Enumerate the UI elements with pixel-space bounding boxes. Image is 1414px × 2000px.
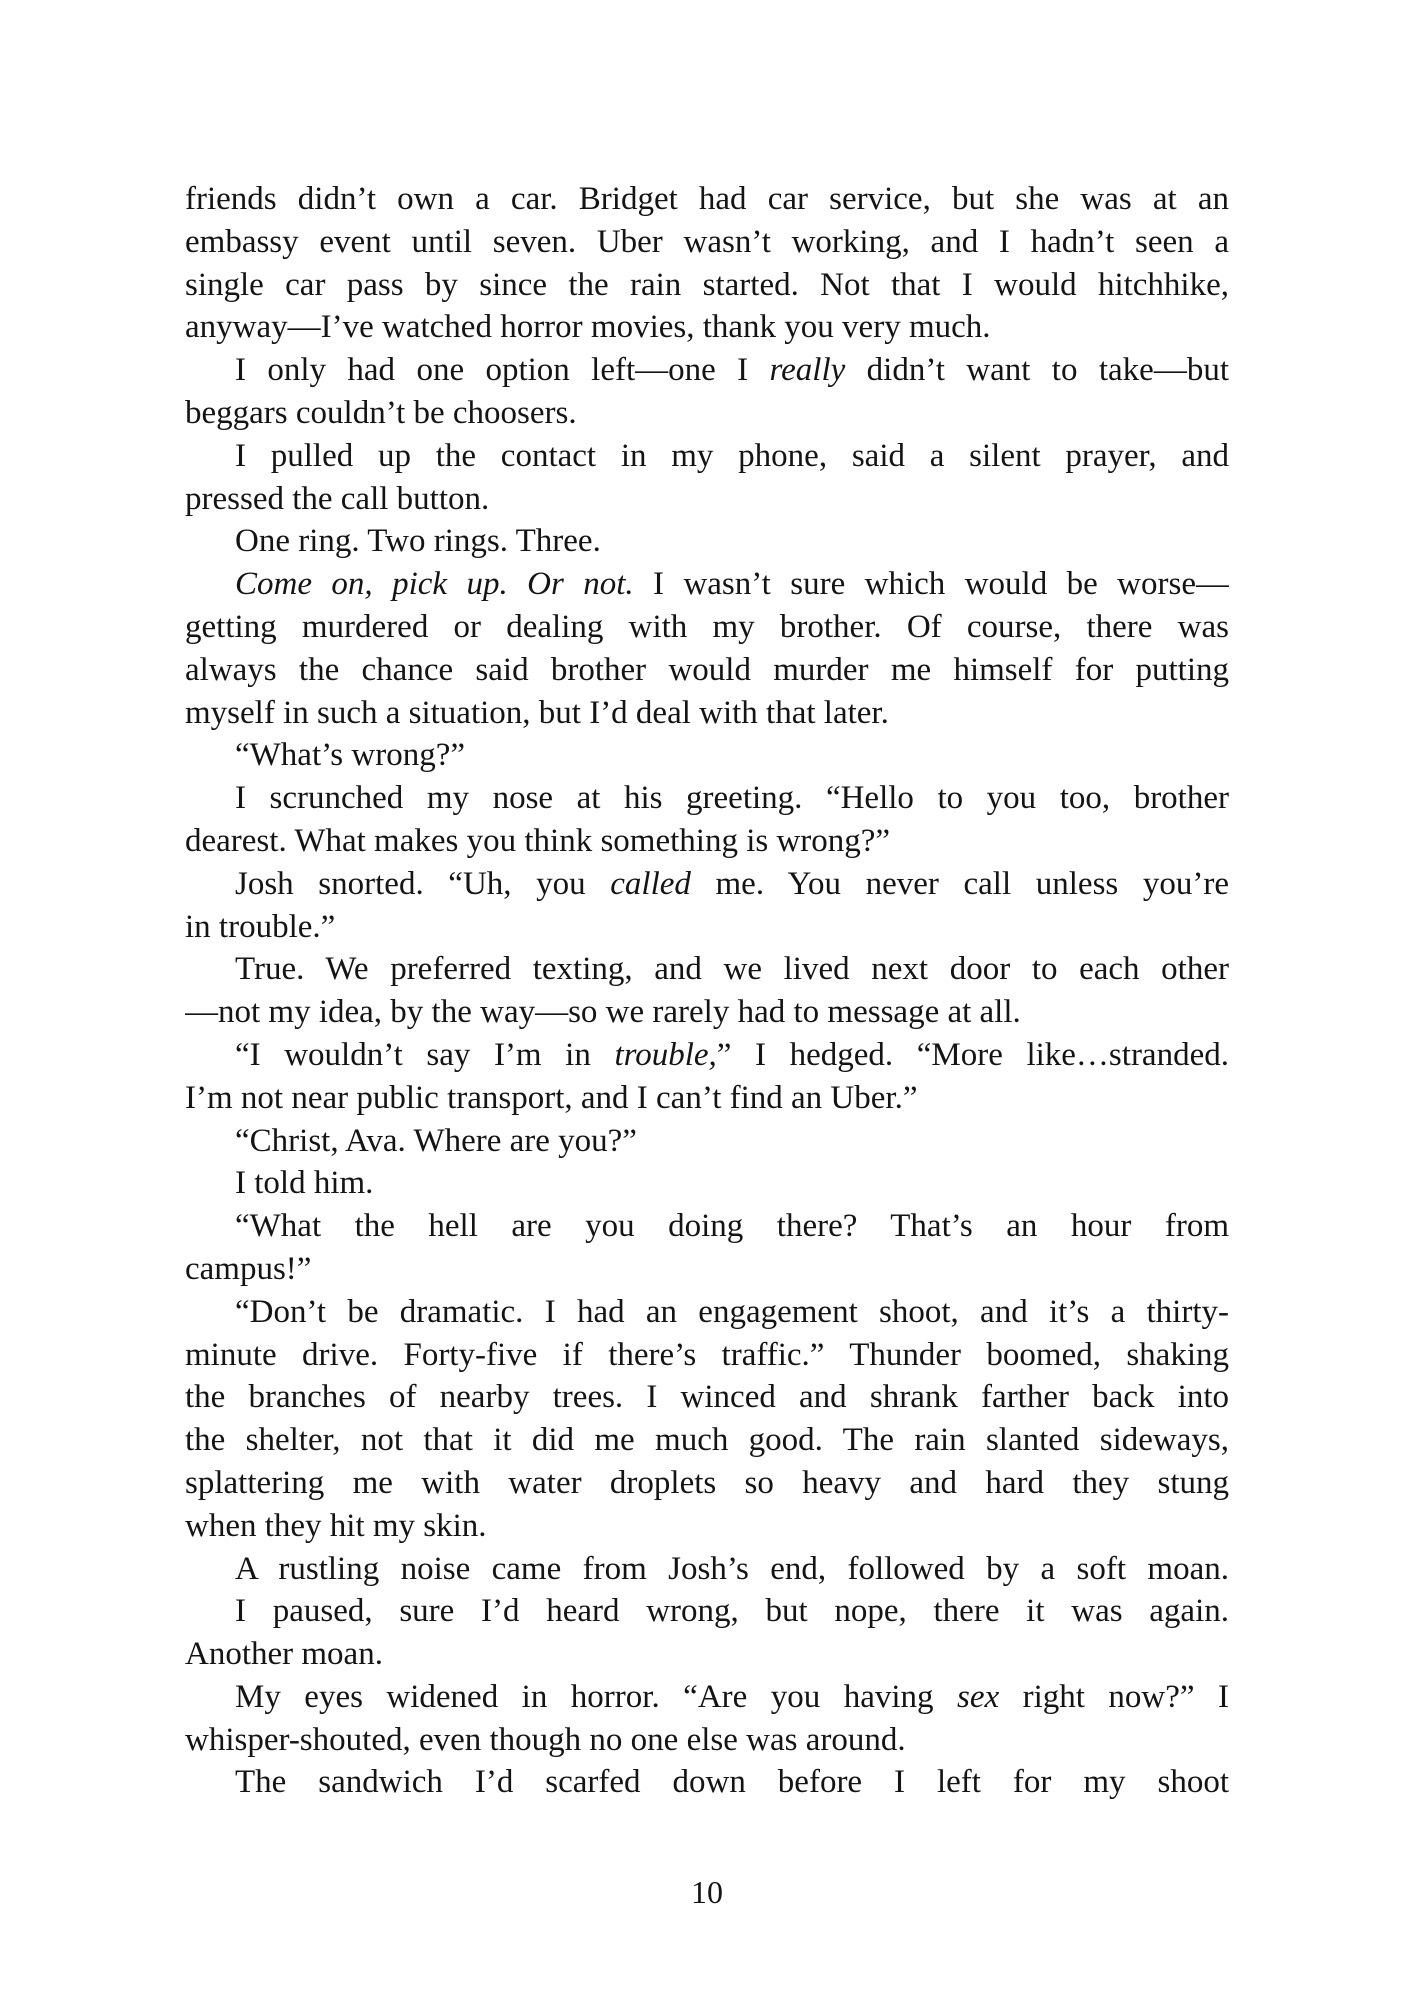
text-line [185, 863, 1229, 906]
text-line [185, 991, 1229, 1034]
text-segment: ” I hedged. “More like…stranded. [716, 1036, 1229, 1073]
text-segment: campus!” [185, 1250, 312, 1287]
text-segment: single car pass by since the rain started. Not that I would hitchhike, [185, 266, 1229, 303]
text-line [185, 1077, 1229, 1120]
text-line [185, 1505, 1229, 1548]
text-segment: “Don’t be dramatic. I had an engagement shoot, and it’s a thirty- [235, 1293, 1229, 1330]
text-line [185, 478, 1229, 521]
text-segment: dearest. What makes you think something is wrong?” [185, 822, 891, 859]
text-segment: always the chance said brother would murder me himself for putting [185, 651, 1229, 688]
text-segment: A rustling noise came from Josh’s end, followed by a soft moan. [235, 1550, 1229, 1587]
text-line [185, 306, 1229, 349]
text-line [185, 649, 1229, 692]
text-segment: the branches of nearby trees. I winced and shrank farther back into [185, 1379, 1229, 1416]
text-line [185, 1761, 1229, 1804]
italic-text-segment: trouble, [614, 1036, 717, 1073]
text-line [185, 1419, 1229, 1462]
text-line [185, 221, 1229, 264]
text-line [185, 820, 1229, 863]
text-line [185, 1633, 1229, 1676]
text-segment: I wasn’t sure which would be worse— [633, 566, 1229, 603]
text-segment: True. We preferred texting, and we lived next door to each other [235, 951, 1229, 988]
text-line [185, 1034, 1229, 1077]
text-line [185, 777, 1229, 820]
text-segment: anyway—I’ve watched horror movies, thank you very much. [185, 309, 991, 346]
text-segment: whisper-shouted, even though no one else was around. [185, 1721, 906, 1758]
text-line [185, 349, 1229, 392]
text-line [185, 1548, 1229, 1591]
text-segment: pressed the call button. [185, 480, 490, 517]
text-line [185, 1719, 1229, 1762]
text-segment: The sandwich I’d scarfed down before I left for my shoot [235, 1764, 1229, 1801]
text-line [185, 435, 1229, 478]
text-segment: “What’s wrong?” [235, 737, 465, 774]
text-segment: —not my idea, by the way—so we rarely had to message at all. [185, 994, 1021, 1031]
text-segment: myself in such a situation, but I’d deal with that later. [185, 694, 889, 731]
text-line [185, 1205, 1229, 1248]
text-line [185, 178, 1229, 221]
text-column [185, 178, 1229, 1804]
text-segment: beggars couldn’t be choosers. [185, 394, 577, 431]
text-segment: splattering me with water droplets so heavy and hard they stung [185, 1464, 1229, 1501]
text-segment: “Christ, Ava. Where are you?” [235, 1122, 637, 1159]
text-line [185, 1291, 1229, 1334]
italic-text-segment: sex [957, 1678, 1000, 1715]
italic-text-segment: called [610, 865, 691, 902]
text-line [185, 264, 1229, 307]
text-line [185, 1676, 1229, 1719]
text-line [185, 1590, 1229, 1633]
text-segment: I scrunched my nose at his greeting. “Hello to you too, brother [235, 780, 1229, 817]
text-segment: minute drive. Forty-five if there’s traffic.” Thunder boomed, shaking [185, 1336, 1229, 1373]
text-line [185, 1376, 1229, 1419]
text-line [185, 606, 1229, 649]
text-line [185, 520, 1229, 563]
text-segment: embassy event until seven. Uber wasn’t working, and I hadn’t seen a [185, 223, 1229, 260]
text-segment: I paused, sure I’d heard wrong, but nope, there it was again. [235, 1593, 1229, 1630]
text-segment: My eyes widened in horror. “Are you having [235, 1678, 957, 1715]
text-segment: “What the hell are you doing there? That’s an hour from [235, 1208, 1229, 1245]
text-segment: the shelter, not that it did me much good. The rain slanted sideways, [185, 1422, 1229, 1459]
text-segment: “I wouldn’t say I’m in [235, 1036, 615, 1073]
text-segment: me. You never call unless you’re [690, 865, 1229, 902]
text-segment: I told him. [235, 1165, 374, 1202]
text-segment: Josh snorted. “Uh, you [235, 865, 611, 902]
text-segment: right now?” I [999, 1678, 1229, 1715]
text-line [185, 1162, 1229, 1205]
text-segment: getting murdered or dealing with my brother. Of course, there was [185, 608, 1229, 645]
page-number: 10 [691, 1874, 723, 1910]
text-segment: I pulled up the contact in my phone, said a silent prayer, and [235, 437, 1229, 474]
text-segment: friends didn’t own a car. Bridget had car service, but she was at an [185, 181, 1229, 217]
text-line [185, 1462, 1229, 1505]
text-line [185, 906, 1229, 949]
text-segment: when they hit my skin. [185, 1507, 487, 1544]
text-segment: I only had one option left—one I [235, 352, 770, 389]
text-line [185, 392, 1229, 435]
text-line [185, 948, 1229, 991]
italic-text-segment: really [769, 352, 846, 389]
text-segment: I’m not near public transport, and I can’t find an Uber.” [185, 1079, 918, 1116]
italic-text-segment: Come on, pick up. Or not. [235, 566, 634, 603]
text-segment: Another moan. [185, 1636, 383, 1673]
text-line [185, 692, 1229, 735]
text-line [185, 1334, 1229, 1377]
text-segment: One ring. Two rings. Three. [235, 523, 601, 560]
text-segment: in trouble.” [185, 908, 336, 945]
text-line [185, 1248, 1229, 1291]
text-segment: didn’t want to take—but [845, 352, 1229, 389]
text-line [185, 563, 1229, 606]
text-line [185, 1120, 1229, 1163]
text-line [185, 734, 1229, 777]
